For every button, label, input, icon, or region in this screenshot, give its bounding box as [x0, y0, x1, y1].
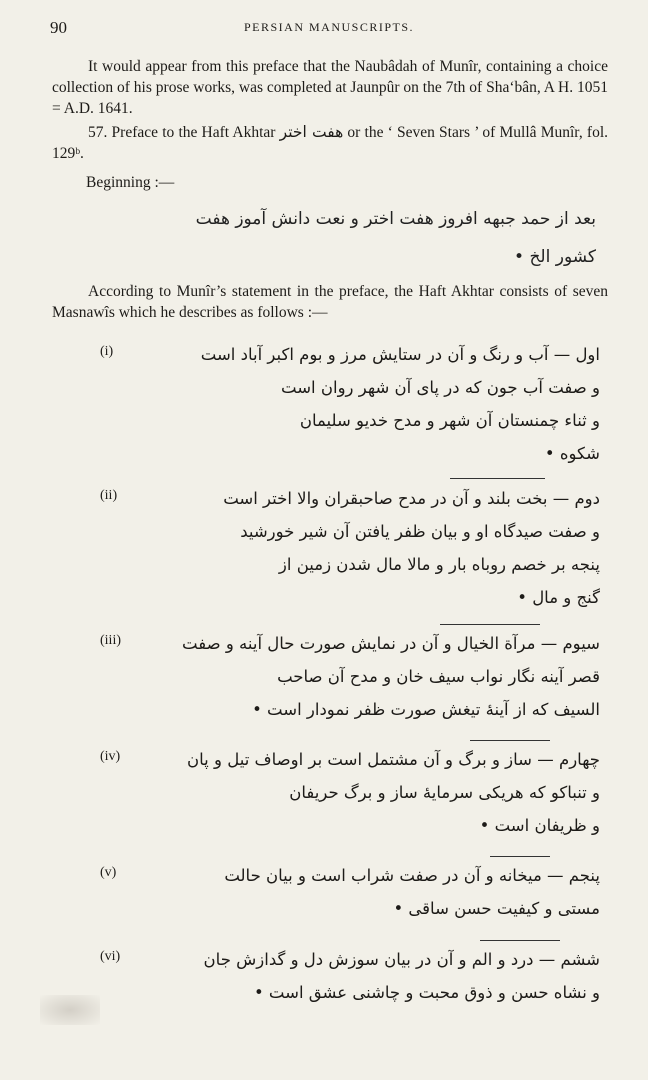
entry-number: (iv) [100, 749, 121, 764]
entry-heading: 57. Preface to the Haft Akhtar [88, 124, 280, 141]
masnawi-entry-1 [100, 338, 600, 478]
entry-text [130, 482, 600, 614]
paragraph-masnawis [52, 281, 608, 323]
entry-line: و نشاه حسن و ذوق محبت و چاشنی عشق است • [253, 983, 600, 1002]
entry-line: و صفت صیدگاه او و بیان ظفر یافتن آن شیر خورشید [240, 522, 600, 541]
entry-line: پنجم — میخانه و آن در صفت شراب است و بیان حالت [224, 866, 600, 885]
persian-title: هفت اختر [279, 123, 344, 141]
masnawi-entry-4 [100, 743, 600, 853]
running-header [50, 18, 608, 40]
beginning-label-text: Beginning :— [86, 174, 175, 191]
title-overline [480, 940, 560, 941]
entry-line: سیوم — مرآة الخیال و آن در نمایش صورت حال آینه و صفت [182, 634, 600, 653]
entry-line: و صفت آب جون که در پای آن شهر روان است [281, 378, 600, 397]
paragraph-text [52, 122, 608, 164]
entry-heading-suffix: or the ‘ Seven Stars ’ of Mullâ Munîr, fol. 129ᵇ. [52, 124, 609, 162]
paragraph-text: According to Munîr’s statement in the preface, the Haft Akhtar consists of seven Masnawîs which he describes as follows :— [52, 283, 608, 321]
entry-line: و ثناء چمنستان آن شهر و مدح خدیو سلیمان [299, 411, 600, 430]
masnawi-entry-6 [100, 943, 600, 1013]
entry-line: و ظریفان است • [479, 816, 600, 835]
entry-number: (v) [100, 865, 117, 880]
beginning-label [86, 172, 642, 193]
entry-line: قصر آینه نگار نواب سیف خان و مدح آن صاحب [277, 667, 600, 686]
running-title: PERSIAN MANUSCRIPTS. [243, 20, 415, 34]
entry-line: السیف که از آینهٔ تیغش صورت ظفر نمودار است • [252, 700, 600, 719]
title-overline [470, 740, 550, 741]
entry-text [130, 338, 600, 470]
page-number: 90 [50, 18, 67, 37]
entry-line: اول — آب و رنگ و آن در ستایش مرز و بوم اکبر آباد است [200, 345, 600, 364]
paragraph-naubadah [52, 56, 608, 119]
title-overline [490, 856, 550, 857]
entry-number: (ii) [100, 488, 118, 503]
quote-line: بعد از حمد جبهه افروز هفت اختر و نعت دانش آموز هفت [195, 209, 596, 229]
ink-smudge [40, 995, 100, 1025]
entry-line: ششم — درد و الم و آن در بیان سوزش دل و گدازش جان [203, 950, 600, 969]
entry-text [130, 743, 600, 842]
entry-line: مستی و کیفیت حسن ساقی • [393, 899, 600, 918]
masnawi-entry-2 [100, 482, 600, 622]
entry-line: چهارم — ساز و برگ و آن مشتمل است بر اوصاف تیل و پان [187, 750, 600, 769]
entry-line: دوم — بخت بلند و آن در مدح صاحبقران والا اختر است [223, 489, 600, 508]
masnawi-entry-3 [100, 627, 600, 737]
entry-line: پنجه بر خصم روباه بار و مالا مال شدن زمین از [278, 555, 600, 574]
title-overline [440, 624, 540, 625]
paragraph-text: It would appear from this preface that the Naubâdah of Munîr, containing a choice collection of his prose works, was completed at Jaunpûr on the 7th of Sha‘bân, A H. 1051 = A.D. 1641. [52, 58, 608, 117]
entry-line: شکوه • [544, 444, 600, 463]
paragraph-haft-akhtar [52, 122, 608, 164]
entry-line: گنج و مال • [517, 588, 600, 607]
entry-text [130, 627, 600, 726]
entry-text [130, 943, 600, 1009]
entry-number: (i) [100, 344, 114, 359]
quote-line: کشور الخ • [514, 247, 596, 267]
beginning-quote [76, 200, 596, 276]
title-overline [450, 478, 545, 479]
entry-text [130, 859, 600, 925]
entry-line: و تنباکو که هریکی سرمایهٔ ساز و برگ حریفان [289, 783, 600, 802]
masnawi-entry-5 [100, 859, 600, 937]
entry-number: (vi) [100, 949, 121, 964]
entry-number: (iii) [100, 633, 121, 648]
